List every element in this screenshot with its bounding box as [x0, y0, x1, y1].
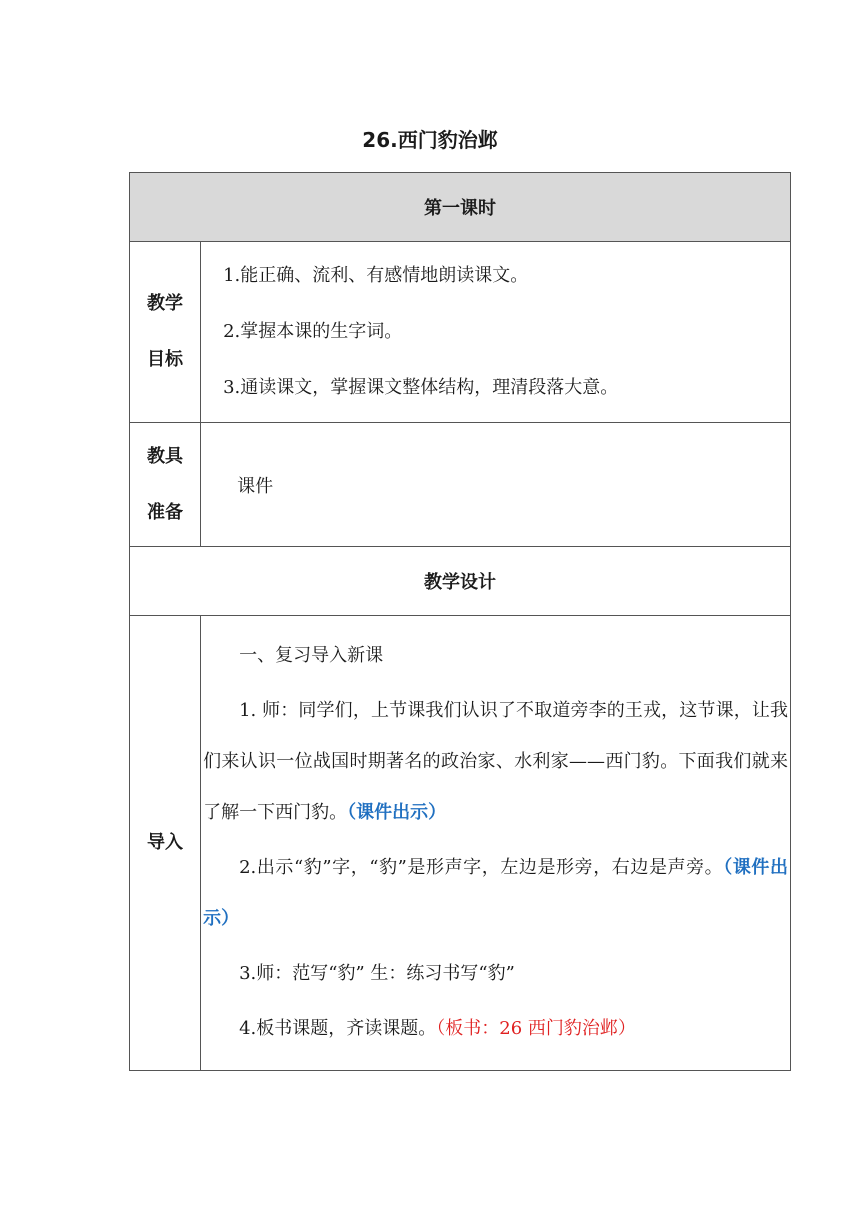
intro-body [201, 616, 790, 1070]
blackboard-note: （板书：26 西门豹治邺） [436, 1018, 636, 1039]
goals-label-line2: 目标 [147, 349, 184, 370]
intro-p4-text: 4.板书课题，齐读课题。 [239, 1018, 437, 1039]
goals-content [201, 242, 791, 423]
intro-paragraph-4 [203, 1003, 788, 1054]
session-header: 第一课时 [130, 173, 791, 242]
tools-text: 课件 [237, 475, 274, 497]
goals-row [130, 242, 791, 423]
courseware-note: （课件出示） [203, 857, 788, 929]
session-row [130, 173, 791, 242]
goals-label [130, 242, 201, 423]
intro-paragraph-3: 3.师：范写“豹” 生：练习书写“豹” [239, 963, 515, 984]
lesson-plan-table [129, 172, 791, 1071]
intro-label [130, 616, 201, 1071]
intro-content [201, 616, 791, 1071]
intro-row [130, 616, 791, 1071]
intro-p1-text: 1. 师：同学们，上节课我们认识了不取道旁李的王戎，这节课，让我们来认识一位战国时期著名的政治家、水利家——西门豹。下面我们就来了解一下西门豹。 [203, 700, 788, 823]
document-title: 26.西门豹治邺 [362, 128, 498, 152]
intro-paragraph-2 [203, 842, 788, 944]
tools-label-line2: 准备 [147, 501, 184, 523]
goal-item: 3.通读课文，掌握课文整体结构，理清段落大意。 [223, 377, 619, 398]
intro-p2-text: 2.出示“豹”字，“豹”是形声字，左边是形旁，右边是声旁。 [239, 857, 724, 878]
design-row [130, 547, 791, 616]
intro-label-text: 导入 [147, 832, 184, 853]
goals-label-line1: 教学 [147, 293, 184, 314]
intro-paragraph-1 [203, 685, 788, 838]
tools-label-line1: 教具 [147, 445, 184, 467]
tools-content [201, 423, 791, 547]
courseware-note: （课件出示） [347, 802, 447, 823]
goal-item: 1.能正确、流利、有感情地朗读课文。 [223, 265, 529, 286]
tools-label [130, 423, 201, 547]
design-header: 教学设计 [130, 547, 791, 616]
intro-heading: 一、复习导入新课 [239, 645, 384, 666]
goal-item: 2.掌握本课的生字词。 [223, 321, 403, 342]
goals-list [201, 248, 790, 416]
tools-row [130, 423, 791, 547]
